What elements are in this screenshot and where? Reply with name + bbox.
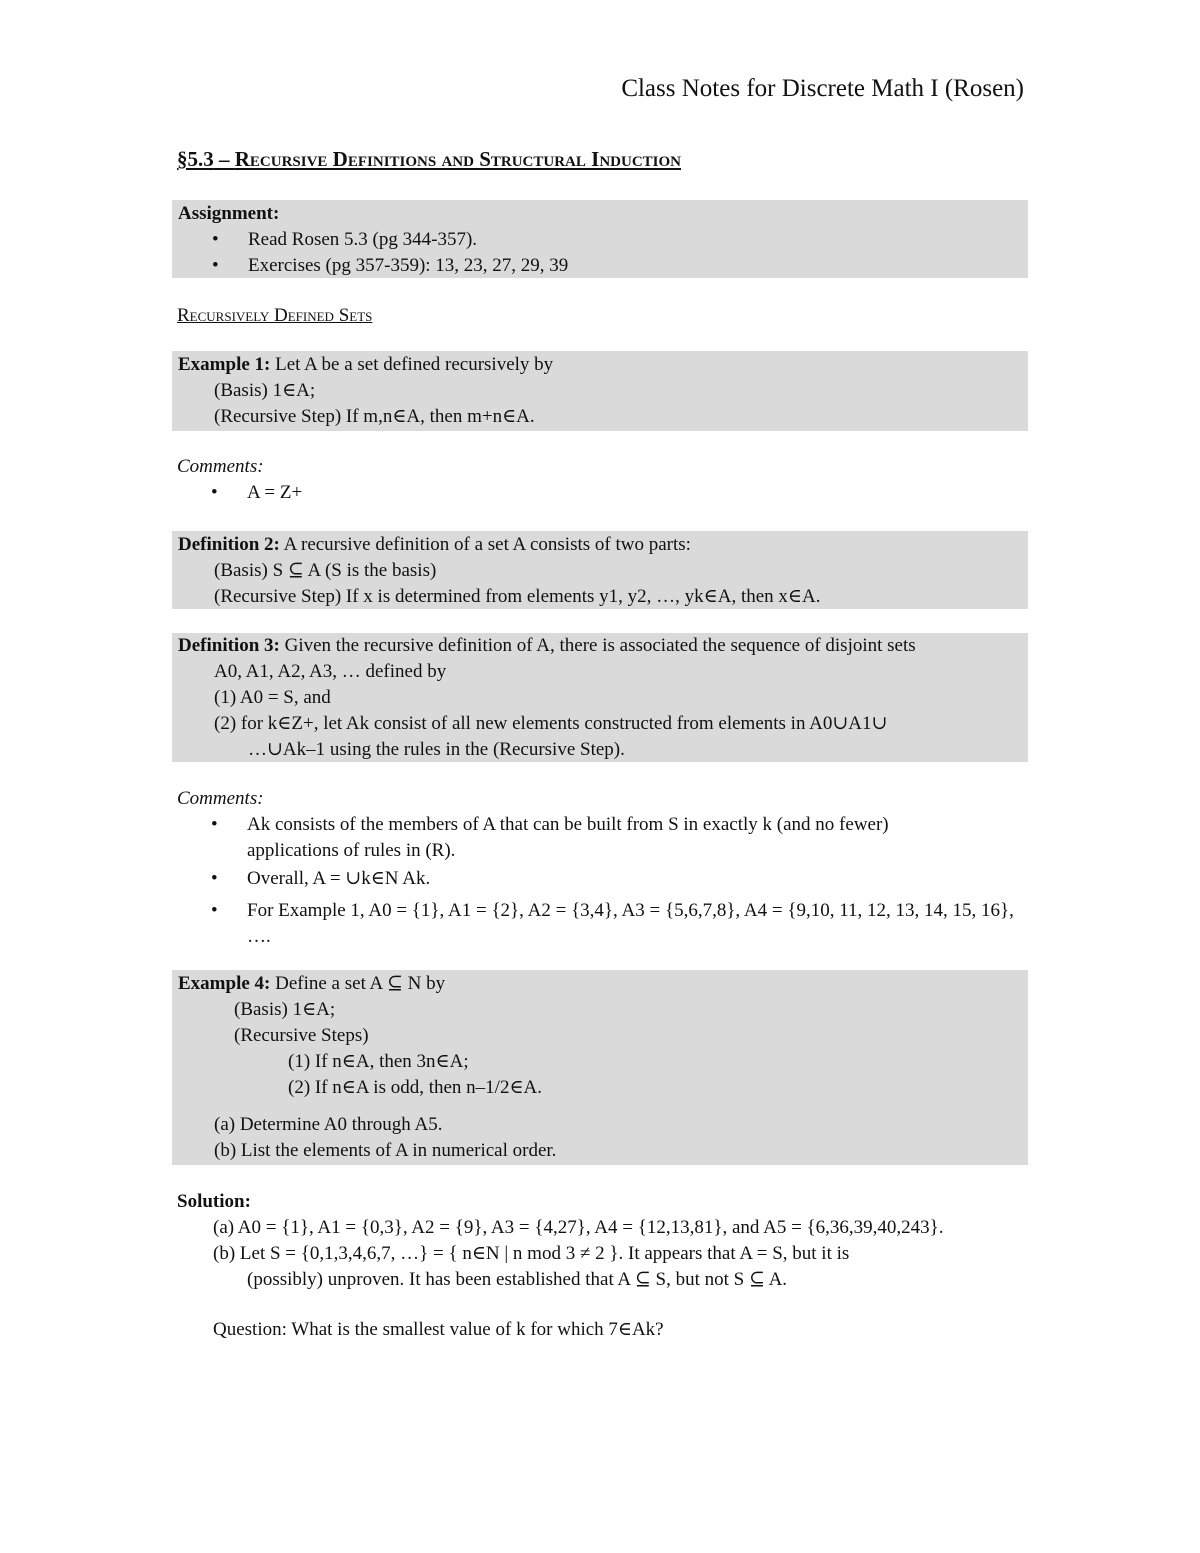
definition-2-label: Definition 2: (178, 534, 280, 555)
example-1-box (172, 351, 1028, 431)
example-4-intro: Define a set A ⊆ N by (275, 973, 446, 994)
solution (177, 1189, 1027, 1343)
section-title-text: Recursive Definitions and Structural Induction (234, 147, 681, 171)
comments-2-item-1: • Ak consists of the members of A that can be built from S in exactly k (and no fewer) applications of rules in (R). (177, 812, 1027, 864)
definition-3-item-1: (1) A0 = S, and (214, 687, 331, 708)
example-1-label: Example 1: (178, 354, 271, 375)
comments-2-label: Comments: (177, 788, 264, 809)
example-4-steps: (Recursive Steps) (234, 1025, 369, 1046)
comments-2 (177, 786, 1027, 950)
section-heading-recursively-defined-sets: Recursively Defined Sets (177, 305, 373, 326)
definition-2-step: (Recursive Step) If x is determined from elements y1, y2, …, yk∈A, then x∈A. (214, 586, 821, 607)
example-4-basis: (Basis) 1∈A; (234, 999, 336, 1020)
title-dash: – (213, 147, 235, 171)
example-4-part-a: (a) Determine A0 through A5. (214, 1114, 443, 1135)
example-4-box (172, 970, 1028, 1165)
example-4-part-b: (b) List the elements of A in numerical order. (214, 1140, 557, 1161)
definition-2-basis: (Basis) S ⊆ A (S is the basis) (214, 560, 437, 581)
solution-question: Question: What is the smallest value of k for which 7∈Ak? (213, 1319, 664, 1340)
example-4-step-2: (2) If n∈A is odd, then n–1/2∈A. (288, 1077, 542, 1098)
definition-3-line2: A0, A1, A2, A3, … defined by (214, 661, 447, 682)
example-4-label: Example 4: (178, 973, 271, 994)
definition-3-label: Definition 3: (178, 635, 280, 656)
section-number: §5.3 (177, 147, 214, 171)
solution-label: Solution: (177, 1191, 251, 1212)
comments-1-item: • A = Z+ (177, 480, 1027, 506)
definition-3-box (172, 633, 1028, 762)
solution-part-b-line-1: (b) Let S = {0,1,3,4,6,7, …} = { n∈N | n mod 3 ≠ 2 }. It appears that A = S, but it is (213, 1243, 850, 1264)
assignment-item-2: • Exercises (pg 357-359): 13, 23, 27, 29, 39 (178, 253, 1022, 279)
example-1-step: (Recursive Step) If m,n∈A, then m+n∈A. (214, 406, 535, 427)
comments-1-label: Comments: (177, 456, 264, 477)
assignment-box (172, 200, 1028, 278)
definition-2-text: A recursive definition of a set A consists of two parts: (283, 534, 691, 555)
definition-2-box (172, 531, 1028, 609)
comments-2-item-3: • For Example 1, A0 = {1}, A1 = {2}, A2 = {3,4}, A3 = {5,6,7,8}, A4 = {9,10, 11, 12, 13, 14, 15, 16}, …. (177, 898, 1027, 950)
definition-3-item-2-cont: …∪Ak–1 using the rules in the (Recursive Step). (248, 739, 625, 760)
definition-3-text: Given the recursive definition of A, there is associated the sequence of disjoint sets (284, 635, 916, 656)
assignment-item-1: • Read Rosen 5.3 (pg 344-357). (178, 227, 1022, 253)
solution-part-b-line-2: (possibly) unproven. It has been established that A ⊆ S, but not S ⊆ A. (247, 1269, 788, 1290)
solution-part-a: (a) A0 = {1}, A1 = {0,3}, A2 = {9}, A3 = {4,27}, A4 = {12,13,81}, and A5 = {6,36,39,40,243}. (213, 1217, 944, 1238)
assignment-label: Assignment: (178, 203, 280, 224)
example-4-step-1: (1) If n∈A, then 3n∈A; (288, 1051, 469, 1072)
example-1-intro: Let A be a set defined recursively by (275, 354, 554, 375)
running-header: Class Notes for Discrete Math I (Rosen) (621, 75, 1024, 102)
comments-1 (177, 454, 1027, 506)
definition-3-item-2: (2) for k∈Z+, let Ak consist of all new elements constructed from elements in A0∪A1∪ (214, 713, 888, 734)
comments-2-item-2: • Overall, A = ∪k∈N Ak. (177, 866, 1027, 892)
section-title (177, 145, 681, 173)
example-1-basis: (Basis) 1∈A; (214, 380, 316, 401)
